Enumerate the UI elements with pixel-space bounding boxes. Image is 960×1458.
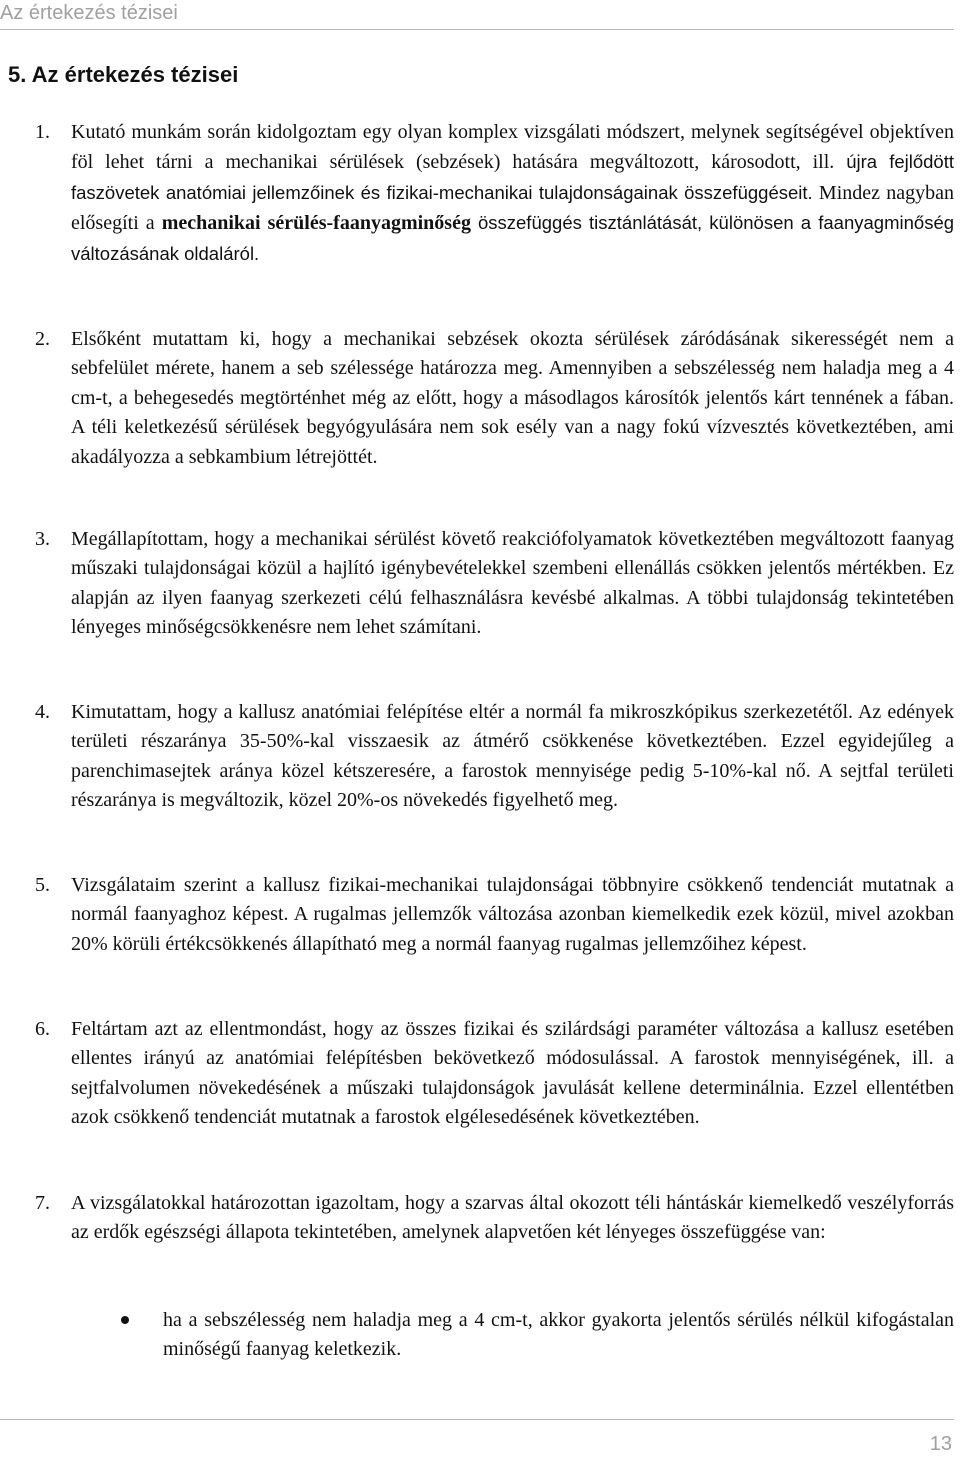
thesis-1-part-2: újra fejlődött faszövetek anatómiai jellemzőinek és fizikai-mechanikai tulajdonságainak összefüggéseit. (71, 151, 954, 203)
running-header (0, 0, 954, 30)
thesis-text: Kimutattam, hogy a kallusz anatómiai felépítése eltér a normál fa mikroszkópikus szerkezetétől. Az edények területi részaránya 35-50%-kal visszaesik az átmérő csökkenése következtében. Ezzel egyidejűleg a parenchimasejtek aránya közel kétszeresére, a farostok mennyisége pedig 5-10%-kal nő. A sejtfal területi részaránya is megváltozik, közel 20%-os növekedés figyelhető meg. (71, 701, 954, 812)
bullet-icon (121, 1316, 129, 1324)
thesis-number: 4. (35, 701, 50, 723)
thesis-number: 2. (35, 328, 50, 350)
thesis-text: Elsőként mutattam ki, hogy a mechanikai sebzések okozta sérülések záródásának sikerességét nem a sebfelület mérete, hanem a seb szélessége határozza meg. Amennyiben a sebszélesség nem haladja meg a 4 cm-t, a behegesedés megtörténhet még az előtt, hogy a másodlagos károsítók jelentős kárt tennének a fában. A téli keletkezésű sérülések begyógyulására nem sok esély van a nagy fokú vízvesztés következtében, ami akadályozza a sebkambium létrejöttét. (71, 328, 954, 468)
thesis-number: 7. (35, 1192, 50, 1214)
thesis-text: A vizsgálatokkal határozottan igazoltam, hogy a szarvas által okozott téli hántáskár kiemelkedő veszélyforrás az erdők egészségi állapota tekintetében, amelynek alapvetően két lényeges összefüggése van: (71, 1192, 954, 1244)
section-title: 5. Az értekezés tézisei (8, 62, 239, 87)
thesis-text: Vizsgálataim szerint a kallusz fizikai-mechanikai tulajdonságai többnyire csökkenő tendenciát mutatnak a normál faanyaghoz képest. A rugalmas jellemzők változása azonban kiemelkedik ezek közül, mivel azokban 20% körüli értékcsökkenés állapítható meg a normál faanyag rugalmas jellemzőihez képest. (71, 874, 954, 955)
footer-rule (0, 1419, 954, 1420)
thesis-number: 5. (35, 874, 50, 896)
thesis-text (71, 118, 954, 269)
thesis-1-part-1: Kutató munkám során kidolgoztam egy olyan komplex vizsgálati módszert, melynek segítségével objektíven föl lehet tárni a mechanikai sérülések (sebzések) hatására megváltozott, károsodott, ill. (71, 121, 954, 174)
thesis-number: 6. (35, 1018, 50, 1040)
thesis-1-part-5: összefüggés tisztánlátását, különösen a faanyagminőség változásának oldaláról. (71, 212, 955, 264)
thesis-1-emphasis: mechanikai sérülés-faanyagminőség (161, 212, 471, 235)
page-number: 13 (929, 1433, 952, 1455)
thesis-number: 1. (35, 121, 50, 143)
thesis-number: 3. (35, 528, 50, 550)
thesis-1-part-3: Mindez nagyban elősegíti a (71, 181, 955, 235)
thesis-text: Feltártam azt az ellentmondást, hogy az összes fizikai és szilárdsági paraméter változása a kallusz esetében ellentes irányú az anatómiai felépítésben bekövetkező módosulással. A farostok mennyiségének, ill. a sejtfalvolumen növekedésének a műszaki tulajdonságok javulását kellene determinálnia. Ezzel ellentétben azok csökkenő tendenciát mutatnak a farostok elgélesedésének következtében. (71, 1018, 954, 1129)
thesis-text: Megállapítottam, hogy a mechanikai sérülést követő reakciófolyamatok következtében megváltozott faanyag műszaki tulajdonságai közül a hajlító igénybevételekkel szembeni ellenállás csökken jelentős mértékben. Ez alapján az ilyen faanyag szerkezeti célú felhasználásra kevésbé alkalmas. A többi tulajdonság tekintetében lényeges minőségcsökkenésre nem lehet számítani. (71, 528, 954, 639)
bullet-text: ha a sebszélesség nem haladja meg a 4 cm-t, akkor gyakorta jelentős sérülés nélkül kifogástalan minőségű faanyag keletkezik. (163, 1309, 954, 1361)
running-header-title: Az értekezés tézisei (0, 2, 178, 24)
